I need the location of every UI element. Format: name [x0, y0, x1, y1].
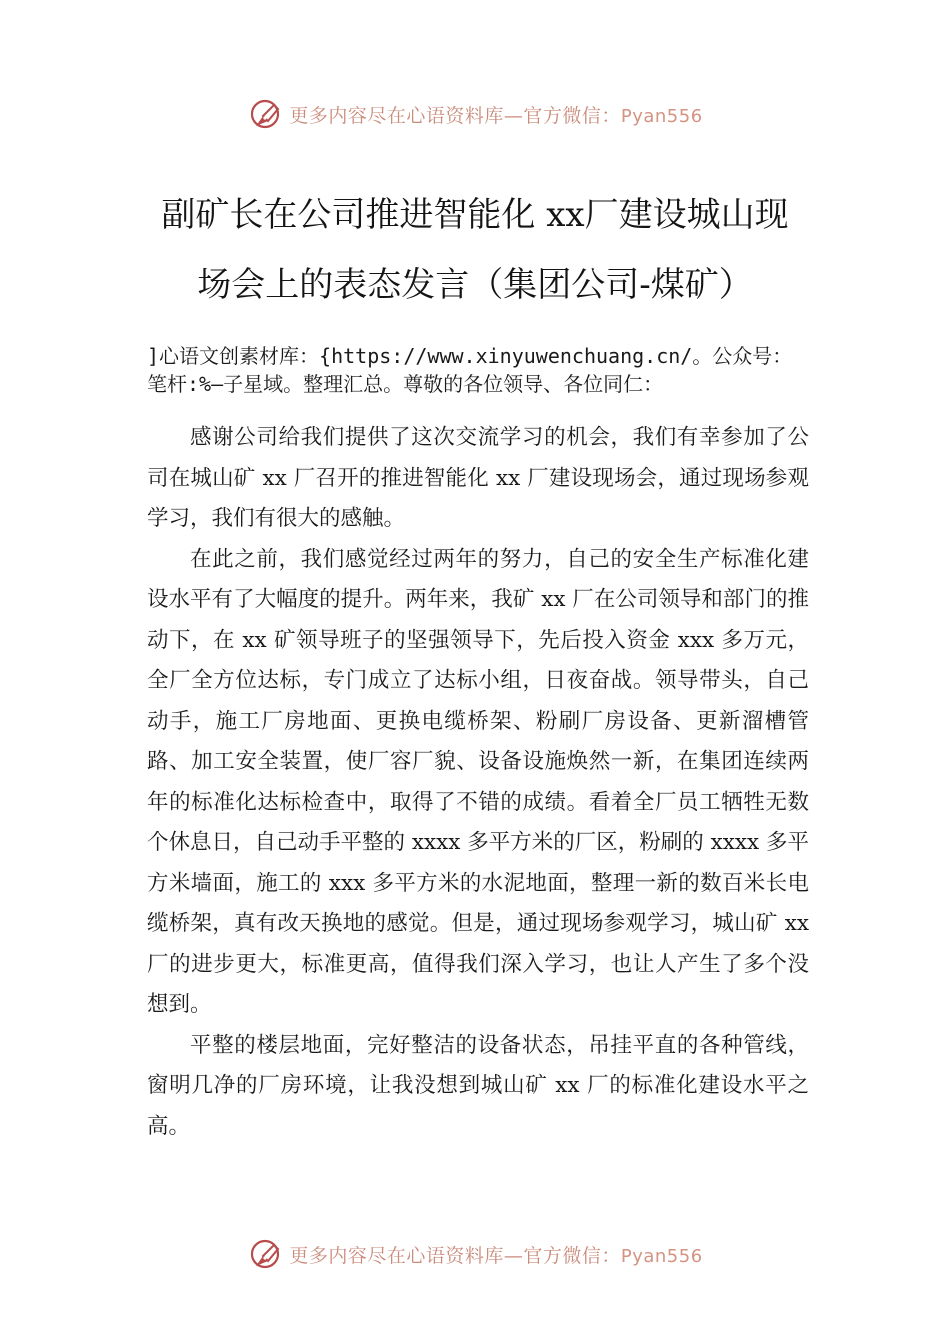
pen-nib-logo-icon: [247, 1236, 283, 1272]
source-line: ]心语文创素材库：{https://www.xinyuwenchuang.cn/。公众号：笔杆:%—子星域。整理汇总。尊敬的各位领导、各位同仁：: [147, 344, 793, 396]
paragraph-1: 感谢公司给我们提供了这次交流学习的机会，我们有幸参加了公司在城山矿 xx 厂召开的推进智能化 xx 厂建设现场会，通过现场参观学习，我们有很大的感触。: [147, 425, 809, 531]
document-body: [147, 342, 809, 1147]
title-line-2: 场会上的表态发言（集团公司-煤矿）: [197, 265, 753, 305]
header-watermark-banner: [0, 92, 950, 136]
footer-watermark-banner: [0, 1232, 950, 1276]
footer-wechat-id: Pyan556: [620, 1245, 703, 1267]
document-title: [100, 180, 850, 320]
title-line-1: 副矿长在公司推进智能化 xx厂建设城山现: [161, 195, 789, 235]
footer-banner-text: 更多内容尽在心语资料库—官方微信：Pyan556: [289, 1244, 703, 1267]
paragraph-2: 在此之前，我们感觉经过两年的努力，自己的安全生产标准化建设水平有了大幅度的提升。两年来，我矿 xx 厂在公司领导和部门的推动下，在 xx 矿领导班子的坚强领导下，先后投入资金 xxx 多万元，全厂全方位达标，专门成立了达标小组，日夜奋战。领导带头，自己动手，施工厂房地面、更换电缆桥架、粉刷厂房设备、更新溜槽管路、加工安全装置，使厂容厂貌、设备设施焕然一新，在集团连续两年的标准化达标检查中，取得了不错的成绩。看着全厂员工牺牲无数个休息日，自己动手平整的 xxxx 多平方米的厂区，粉刷的 xxxx 多平方米墙面，施工的 xxx 多平方米的水泥地面，整理一新的数百米长电缆桥架，真有改天换地的感觉。但是，通过现场参观学习，城山矿 xx 厂的进步更大，标准更高，值得我们深入学习，也让人产生了多个没想到。: [147, 546, 809, 1017]
header-banner-text: 更多内容尽在心语资料库—官方微信：Pyan556: [289, 104, 703, 127]
paragraph-3: 平整的楼层地面，完好整洁的设备状态，吊挂平直的各种管线，窗明几净的厂房环境，让我没想到城山矿 xx 厂的标准化建设水平之高。: [147, 1032, 809, 1139]
header-wechat-id: Pyan556: [620, 105, 703, 127]
pen-nib-logo-icon: [247, 96, 283, 132]
